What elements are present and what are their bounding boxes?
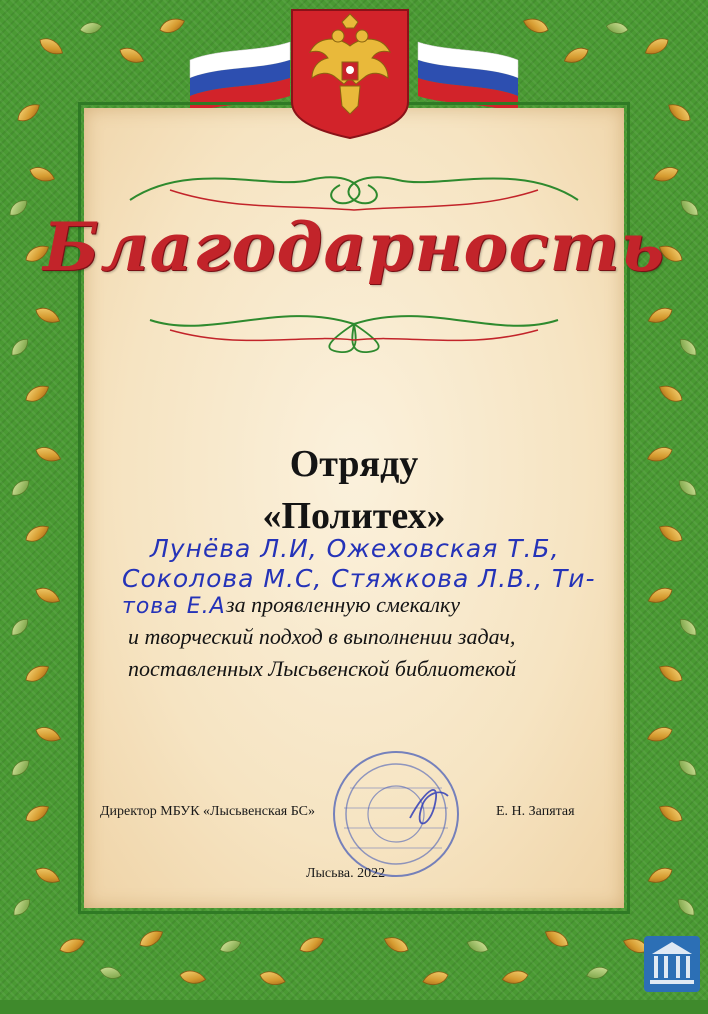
reason-line-3: поставленных Лысьвенской библиотекой <box>128 656 517 681</box>
pk-logo-icon <box>644 936 700 992</box>
handwritten-names-1: Лунёва Л.И, Ожеховская Т.Б, <box>150 534 560 563</box>
title-underline-flourish <box>130 290 578 360</box>
handwritten-names-2: Соколова М.С, Стяжкова Л.В., Ти- <box>122 564 596 593</box>
recipient-line-2: «Политех» <box>262 495 446 537</box>
handwritten-names-3: това Е.А <box>122 594 226 619</box>
russian-coat-of-arms-icon <box>288 6 412 140</box>
signatory-position: Директор МБУК «Лысьвенская БС» <box>100 804 316 819</box>
signatory-name: Е. Н. Запятая <box>496 804 575 819</box>
reason-line-1: за проявленную смекалку <box>226 592 461 617</box>
place-year: Лысьва. 2022 <box>306 866 386 881</box>
recipient-line-1: Отряду <box>289 443 419 485</box>
certificate-title: Благодарность <box>42 208 666 286</box>
official-round-stamp-icon <box>330 748 462 880</box>
reason-line-2: и творческий подход в выполнении задач, <box>128 624 516 649</box>
